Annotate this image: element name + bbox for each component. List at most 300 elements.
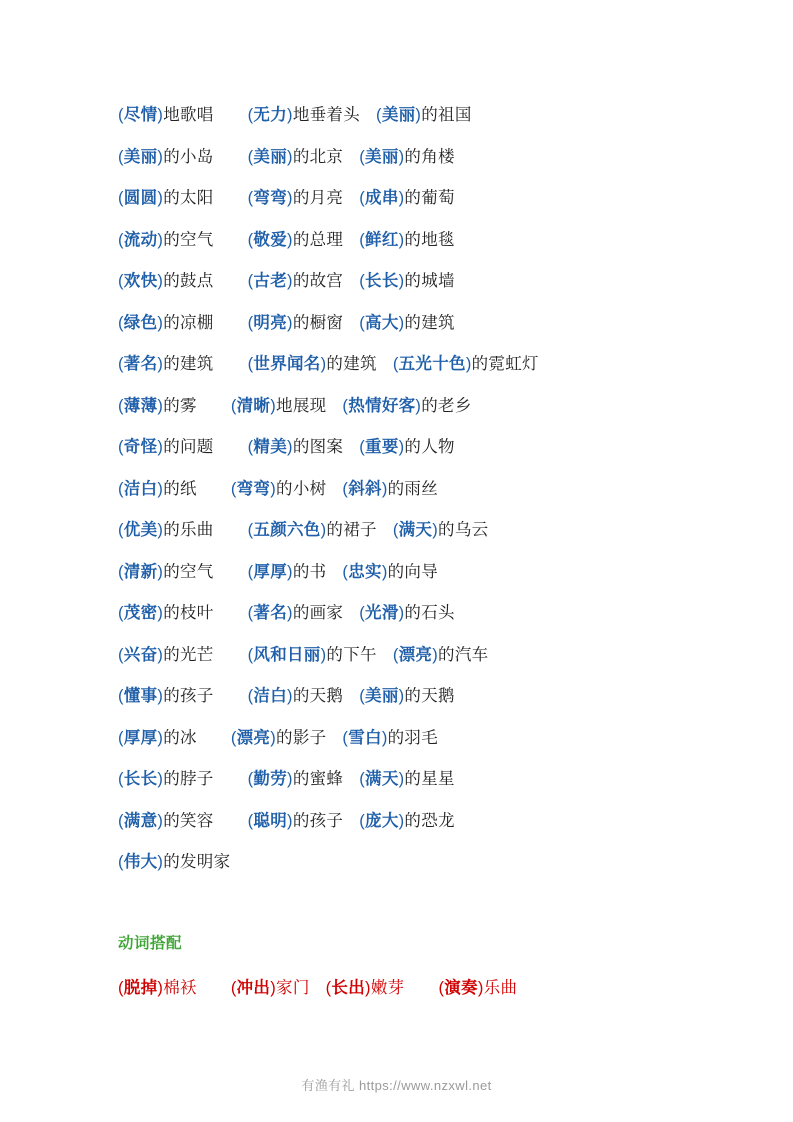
- phrase-tail: 的脖子: [163, 770, 214, 788]
- paren-open: (: [230, 978, 237, 997]
- phrase: [359, 189, 455, 207]
- adjective-phrase-line: [118, 344, 703, 386]
- phrase-keyword: 美丽: [365, 687, 399, 705]
- paren-open: (: [118, 604, 124, 622]
- paren-close: ): [157, 853, 164, 871]
- phrase-keyword: 美丽: [381, 106, 416, 124]
- page-footer: 有渔有礼 https://www.nzxwl.net: [301, 1078, 492, 1093]
- phrase-keyword: 漂亮: [398, 645, 433, 664]
- paren-open: (: [359, 687, 366, 705]
- paren-close: ): [157, 313, 164, 332]
- paren-close: ): [365, 978, 371, 997]
- paren-close: ): [270, 978, 277, 997]
- phrase: [248, 812, 344, 830]
- adjective-phrase-line: [118, 303, 703, 345]
- phrase: [248, 438, 344, 456]
- paren-open: (: [118, 521, 124, 539]
- paren-close: ): [287, 438, 293, 456]
- adjective-phrase-line: [118, 842, 703, 884]
- phrase-tail: 的羽毛: [387, 728, 439, 747]
- paren-open: (: [359, 811, 366, 830]
- paren-close: ): [415, 396, 422, 415]
- phrase-tail: 的乌云: [438, 521, 489, 539]
- phrase-keyword: 勤劳: [253, 770, 288, 788]
- paren-close: ): [381, 562, 388, 581]
- phrase-tail: 的北京: [292, 147, 344, 166]
- phrase-tail: 的小岛: [163, 147, 214, 166]
- phrase-keyword: 奇怪: [123, 438, 158, 456]
- phrase: [248, 106, 360, 124]
- phrase-tail: 的书: [292, 562, 327, 581]
- phrase-keyword: 雪白: [348, 728, 382, 747]
- adjective-phrase-line: [118, 178, 703, 220]
- paren-open: (: [118, 645, 124, 664]
- phrase: [118, 687, 214, 705]
- phrase-tail: 的雨丝: [387, 479, 439, 498]
- phrase-tail: 的建筑: [404, 313, 455, 332]
- adjective-phrase-line: [118, 386, 703, 428]
- paren-open: (: [118, 479, 124, 498]
- phrase-tail: 的月亮: [292, 189, 344, 207]
- phrase-tail: 乐曲: [483, 978, 518, 997]
- phrase-keyword: 美丽: [253, 147, 288, 166]
- paren-close: ): [398, 230, 405, 249]
- paren-open: (: [392, 645, 399, 664]
- phrase: [248, 770, 344, 788]
- phrase-keyword: 绿色: [123, 313, 158, 332]
- paren-close: ): [157, 562, 164, 581]
- phrase-keyword: 高大: [365, 313, 399, 332]
- paren-close: ): [287, 604, 293, 622]
- paren-close: ): [270, 479, 277, 498]
- phrase: [248, 604, 344, 622]
- phrase-keyword: 世界闻名: [253, 355, 321, 373]
- phrase-tail: 地展现: [276, 396, 327, 415]
- phrase-keyword: 洁白: [253, 687, 288, 705]
- phrase: [326, 979, 405, 997]
- phrase-tail: 嫩芽: [370, 978, 405, 997]
- phrase: [231, 397, 327, 415]
- phrase-tail: 的图案: [292, 438, 344, 456]
- paren-close: ): [157, 978, 164, 997]
- adjective-phrase-line: [118, 593, 703, 635]
- paren-open: (: [359, 313, 366, 332]
- paren-close: ): [398, 147, 405, 166]
- paren-open: (: [118, 355, 124, 373]
- phrase-keyword: 满天: [365, 770, 399, 788]
- paren-open: (: [247, 355, 254, 373]
- phrase: [248, 148, 344, 166]
- phrase-keyword: 洁白: [123, 479, 158, 498]
- phrase: [393, 355, 539, 373]
- phrase-keyword: 古老: [253, 272, 288, 290]
- paren-close: ): [432, 645, 439, 664]
- paren-open: (: [392, 521, 399, 539]
- paren-open: (: [392, 355, 399, 373]
- phrase-tail: 的太阳: [163, 189, 214, 207]
- paren-open: (: [247, 272, 254, 290]
- phrase-tail: 的橱窗: [292, 313, 344, 332]
- phrase-keyword: 流动: [123, 230, 158, 249]
- phrase-tail: 的天鹅: [404, 687, 455, 705]
- phrase: [118, 646, 214, 664]
- phrase-keyword: 优美: [123, 521, 158, 539]
- phrase-keyword: 弯弯: [253, 189, 288, 207]
- phrase-keyword: 清新: [123, 562, 158, 581]
- phrase-tail: 的影子: [276, 728, 327, 747]
- paren-close: ): [398, 438, 405, 456]
- phrase: [118, 397, 197, 415]
- phrase-keyword: 伟大: [123, 853, 158, 871]
- paren-open: (: [376, 106, 382, 124]
- phrase-keyword: 鲜红: [365, 230, 399, 249]
- paren-close: ): [381, 728, 388, 747]
- phrase: [118, 189, 214, 207]
- paren-close: ): [157, 396, 164, 415]
- paren-open: (: [247, 189, 254, 207]
- paren-close: ): [270, 728, 277, 747]
- paren-open: (: [325, 978, 332, 997]
- phrase: [231, 979, 310, 997]
- phrase-tail: 的葡萄: [404, 189, 455, 207]
- phrase: [359, 314, 455, 332]
- paren-close: ): [157, 272, 164, 290]
- paren-close: ): [320, 355, 327, 373]
- phrase-tail: 的笑容: [163, 811, 214, 830]
- verb-phrase-line: [118, 968, 703, 1010]
- phrase-keyword: 长出: [331, 978, 366, 997]
- phrase: [118, 521, 214, 539]
- phrase-keyword: 长长: [123, 770, 158, 788]
- phrase: [342, 563, 438, 581]
- phrase-tail: 的总理: [292, 230, 344, 249]
- paren-close: ): [157, 106, 164, 124]
- adjective-phrase-line: [118, 759, 703, 801]
- paren-close: ): [287, 147, 293, 166]
- phrase-keyword: 厚厚: [253, 562, 288, 581]
- paren-close: ): [157, 438, 164, 456]
- phrase: [118, 355, 214, 373]
- phrase: [118, 729, 197, 747]
- phrase: [118, 604, 214, 622]
- paren-close: ): [287, 272, 293, 290]
- paren-open: (: [230, 728, 237, 747]
- paren-open: (: [118, 396, 124, 415]
- phrase: [231, 729, 327, 747]
- paren-open: (: [359, 189, 366, 207]
- paren-open: (: [118, 230, 124, 249]
- phrase: [248, 231, 344, 249]
- phrase-keyword: 茂密: [123, 604, 158, 622]
- paren-close: ): [287, 230, 293, 249]
- phrase-keyword: 重要: [365, 438, 399, 456]
- paren-open: (: [118, 313, 124, 332]
- phrase-tail: 的建筑: [163, 355, 214, 373]
- paren-open: (: [118, 978, 124, 997]
- phrase-tail: 的老乡: [421, 396, 472, 415]
- phrase-tail: 的石头: [404, 604, 455, 622]
- paren-close: ): [398, 604, 405, 622]
- phrase-keyword: 满天: [398, 521, 433, 539]
- phrase-keyword: 兴奋: [123, 645, 158, 664]
- phrase-keyword: 漂亮: [236, 728, 271, 747]
- paren-close: ): [157, 687, 164, 705]
- phrase-tail: 的霓虹灯: [471, 355, 539, 373]
- phrase-tail: 的空气: [163, 562, 214, 581]
- adjective-phrase-line: [118, 676, 703, 718]
- phrase-keyword: 热情好客: [348, 396, 416, 415]
- paren-open: (: [118, 562, 124, 581]
- paren-open: (: [230, 396, 237, 415]
- paren-close: ): [157, 770, 164, 788]
- phrase: [118, 438, 214, 456]
- paren-close: ): [432, 521, 439, 539]
- phrase: [248, 314, 344, 332]
- phrase: [342, 397, 471, 415]
- adjective-phrase-line: [118, 261, 703, 303]
- phrase: [118, 314, 214, 332]
- phrase-keyword: 精美: [253, 438, 288, 456]
- paren-open: (: [359, 147, 366, 166]
- phrase-keyword: 厚厚: [123, 728, 158, 747]
- phrase: [359, 770, 455, 788]
- paren-open: (: [118, 106, 124, 124]
- phrase-keyword: 薄薄: [123, 396, 158, 415]
- paren-close: ): [157, 645, 164, 664]
- adjective-phrase-list: [118, 95, 703, 884]
- phrase-keyword: 尽情: [123, 106, 158, 124]
- phrase-keyword: 美丽: [365, 147, 399, 166]
- phrase-tail: 的枝叶: [163, 604, 214, 622]
- phrase-tail: 的凉棚: [163, 313, 214, 332]
- phrase: [118, 770, 214, 788]
- adjective-phrase-line: [118, 95, 703, 137]
- phrase-tail: 的星星: [404, 770, 455, 788]
- phrase-tail: 的问题: [163, 438, 214, 456]
- phrase-tail: 的蜜蜂: [292, 770, 344, 788]
- phrase: [359, 687, 455, 705]
- paren-close: ): [157, 728, 164, 747]
- phrase: [359, 812, 455, 830]
- phrase-tail: 的天鹅: [292, 687, 344, 705]
- phrase-tail: 的空气: [163, 230, 214, 249]
- phrase-tail: 的雾: [163, 396, 197, 415]
- phrase-tail: 棉袄: [163, 978, 197, 997]
- paren-close: ): [320, 521, 327, 539]
- phrase-keyword: 斜斜: [348, 479, 382, 498]
- phrase-keyword: 懂事: [123, 687, 158, 705]
- paren-close: ): [381, 479, 388, 498]
- phrase: [376, 106, 472, 124]
- phrase-tail: 的下午: [326, 645, 377, 664]
- paren-close: ): [398, 687, 405, 705]
- phrase: [248, 272, 344, 290]
- phrase: [118, 480, 197, 498]
- adjective-phrase-line: [118, 718, 703, 760]
- paren-open: (: [247, 438, 254, 456]
- phrase: [359, 272, 455, 290]
- phrase-tail: 的裙子: [326, 521, 377, 539]
- adjective-phrase-line: [118, 220, 703, 262]
- adjective-phrase-line: [118, 801, 703, 843]
- paren-close: ): [398, 811, 405, 830]
- phrase-keyword: 圆圆: [123, 189, 158, 207]
- paren-open: (: [230, 479, 237, 498]
- phrase: [248, 563, 327, 581]
- paren-open: (: [342, 396, 349, 415]
- phrase-keyword: 欢快: [123, 272, 158, 290]
- phrase-tail: 的鼓点: [163, 272, 214, 290]
- paren-open: (: [118, 687, 124, 705]
- paren-close: ): [287, 770, 293, 788]
- paren-open: (: [247, 562, 254, 581]
- phrase: [359, 231, 455, 249]
- paren-close: ): [287, 811, 293, 830]
- phrase: [342, 729, 438, 747]
- phrase-tail: 的孩子: [292, 811, 344, 830]
- phrase: [393, 646, 489, 664]
- paren-close: ): [320, 645, 327, 664]
- paren-close: ): [157, 230, 164, 249]
- paren-open: (: [359, 272, 366, 290]
- paren-close: ): [287, 687, 293, 705]
- adjective-phrase-line: [118, 635, 703, 677]
- paren-open: (: [359, 604, 366, 622]
- paren-close: ): [287, 189, 293, 207]
- phrase-tail: 的纸: [163, 479, 197, 498]
- paren-open: (: [118, 811, 124, 830]
- phrase-tail: 的恐龙: [404, 811, 455, 830]
- paren-close: ): [398, 770, 405, 788]
- phrase-tail: 的乐曲: [163, 521, 214, 539]
- paren-open: (: [118, 189, 124, 207]
- phrase-keyword: 演奏: [444, 978, 478, 997]
- paren-close: ): [157, 811, 164, 830]
- phrase-tail: 地歌唱: [163, 106, 214, 124]
- paren-open: (: [118, 770, 124, 788]
- phrase-tail: 的向导: [387, 562, 439, 581]
- phrase-keyword: 脱掉: [123, 978, 158, 997]
- paren-open: (: [359, 438, 366, 456]
- adjective-phrase-line: [118, 427, 703, 469]
- phrase-keyword: 弯弯: [236, 479, 271, 498]
- paren-open: (: [118, 728, 124, 747]
- phrase-keyword: 光滑: [365, 604, 399, 622]
- paren-close: ): [287, 313, 293, 332]
- paren-close: ): [157, 604, 164, 622]
- paren-close: ): [157, 521, 164, 539]
- paren-open: (: [247, 811, 254, 830]
- phrase: [359, 438, 455, 456]
- paren-open: (: [247, 604, 254, 622]
- phrase-tail: 的故宫: [292, 272, 344, 290]
- phrase-keyword: 冲出: [236, 978, 271, 997]
- phrase: [342, 480, 438, 498]
- phrase: [118, 231, 214, 249]
- paren-open: (: [438, 978, 445, 997]
- paren-open: (: [342, 728, 349, 747]
- paren-open: (: [359, 770, 366, 788]
- phrase-keyword: 敬爱: [253, 230, 288, 249]
- phrase-tail: 家门: [276, 978, 310, 997]
- paren-open: (: [247, 230, 254, 249]
- paren-open: (: [247, 521, 254, 539]
- paren-open: (: [118, 147, 124, 166]
- phrase-keyword: 五颜六色: [253, 521, 321, 539]
- phrase-tail: 的建筑: [326, 355, 377, 373]
- phrase-tail: 的画家: [292, 604, 344, 622]
- paren-open: (: [118, 272, 124, 290]
- paren-close: ): [287, 106, 293, 124]
- paren-close: ): [398, 272, 405, 290]
- phrase-tail: 的城墙: [404, 272, 455, 290]
- verb-section-heading: 动词搭配: [118, 934, 183, 952]
- paren-open: (: [247, 147, 254, 166]
- paren-open: (: [342, 479, 349, 498]
- phrase: [359, 148, 455, 166]
- phrase: [118, 979, 197, 997]
- phrase: [118, 106, 214, 124]
- phrase-tail: 的角楼: [404, 147, 455, 166]
- phrase-keyword: 庞大: [365, 811, 399, 830]
- paren-open: (: [247, 645, 254, 664]
- phrase: [231, 480, 327, 498]
- phrase-tail: 的小树: [276, 479, 327, 498]
- phrase: [248, 687, 344, 705]
- phrase-keyword: 聪明: [253, 811, 288, 830]
- paren-open: (: [247, 687, 254, 705]
- adjective-phrase-line: [118, 137, 703, 179]
- paren-close: ): [465, 355, 472, 373]
- phrase: [359, 604, 455, 622]
- paren-close: ): [477, 978, 484, 997]
- paren-close: ): [157, 189, 164, 207]
- phrase-tail: 的汽车: [438, 645, 489, 664]
- phrase-tail: 的人物: [404, 438, 455, 456]
- phrase-keyword: 成串: [365, 189, 399, 207]
- paren-close: ): [415, 106, 422, 124]
- phrase-keyword: 明亮: [253, 313, 288, 332]
- paren-close: ): [398, 189, 405, 207]
- phrase-tail: 的祖国: [421, 106, 472, 124]
- phrase-tail: 的孩子: [163, 687, 214, 705]
- phrase: [248, 521, 377, 539]
- paren-open: (: [359, 230, 366, 249]
- phrase-tail: 的地毯: [404, 230, 455, 249]
- phrase: [118, 272, 214, 290]
- adjective-phrase-line: [118, 469, 703, 511]
- paren-open: (: [118, 438, 124, 456]
- phrase-keyword: 满意: [123, 811, 158, 830]
- paren-open: (: [118, 853, 124, 871]
- phrase: [248, 646, 377, 664]
- phrase-tail: 的光芒: [163, 645, 214, 664]
- phrase-keyword: 美丽: [123, 147, 158, 166]
- phrase-keyword: 著名: [123, 355, 158, 373]
- phrase: [118, 853, 230, 871]
- phrase-keyword: 风和日丽: [253, 645, 321, 664]
- phrase-keyword: 无力: [253, 106, 288, 124]
- phrase: [118, 563, 214, 581]
- adjective-phrase-line: [118, 552, 703, 594]
- phrase: [118, 812, 214, 830]
- paren-open: (: [247, 770, 254, 788]
- paren-open: (: [247, 106, 254, 124]
- phrase-tail: 的冰: [163, 728, 197, 747]
- verb-phrase-list: [118, 968, 703, 1010]
- phrase: [118, 148, 214, 166]
- phrase-tail: 的发明家: [163, 853, 231, 871]
